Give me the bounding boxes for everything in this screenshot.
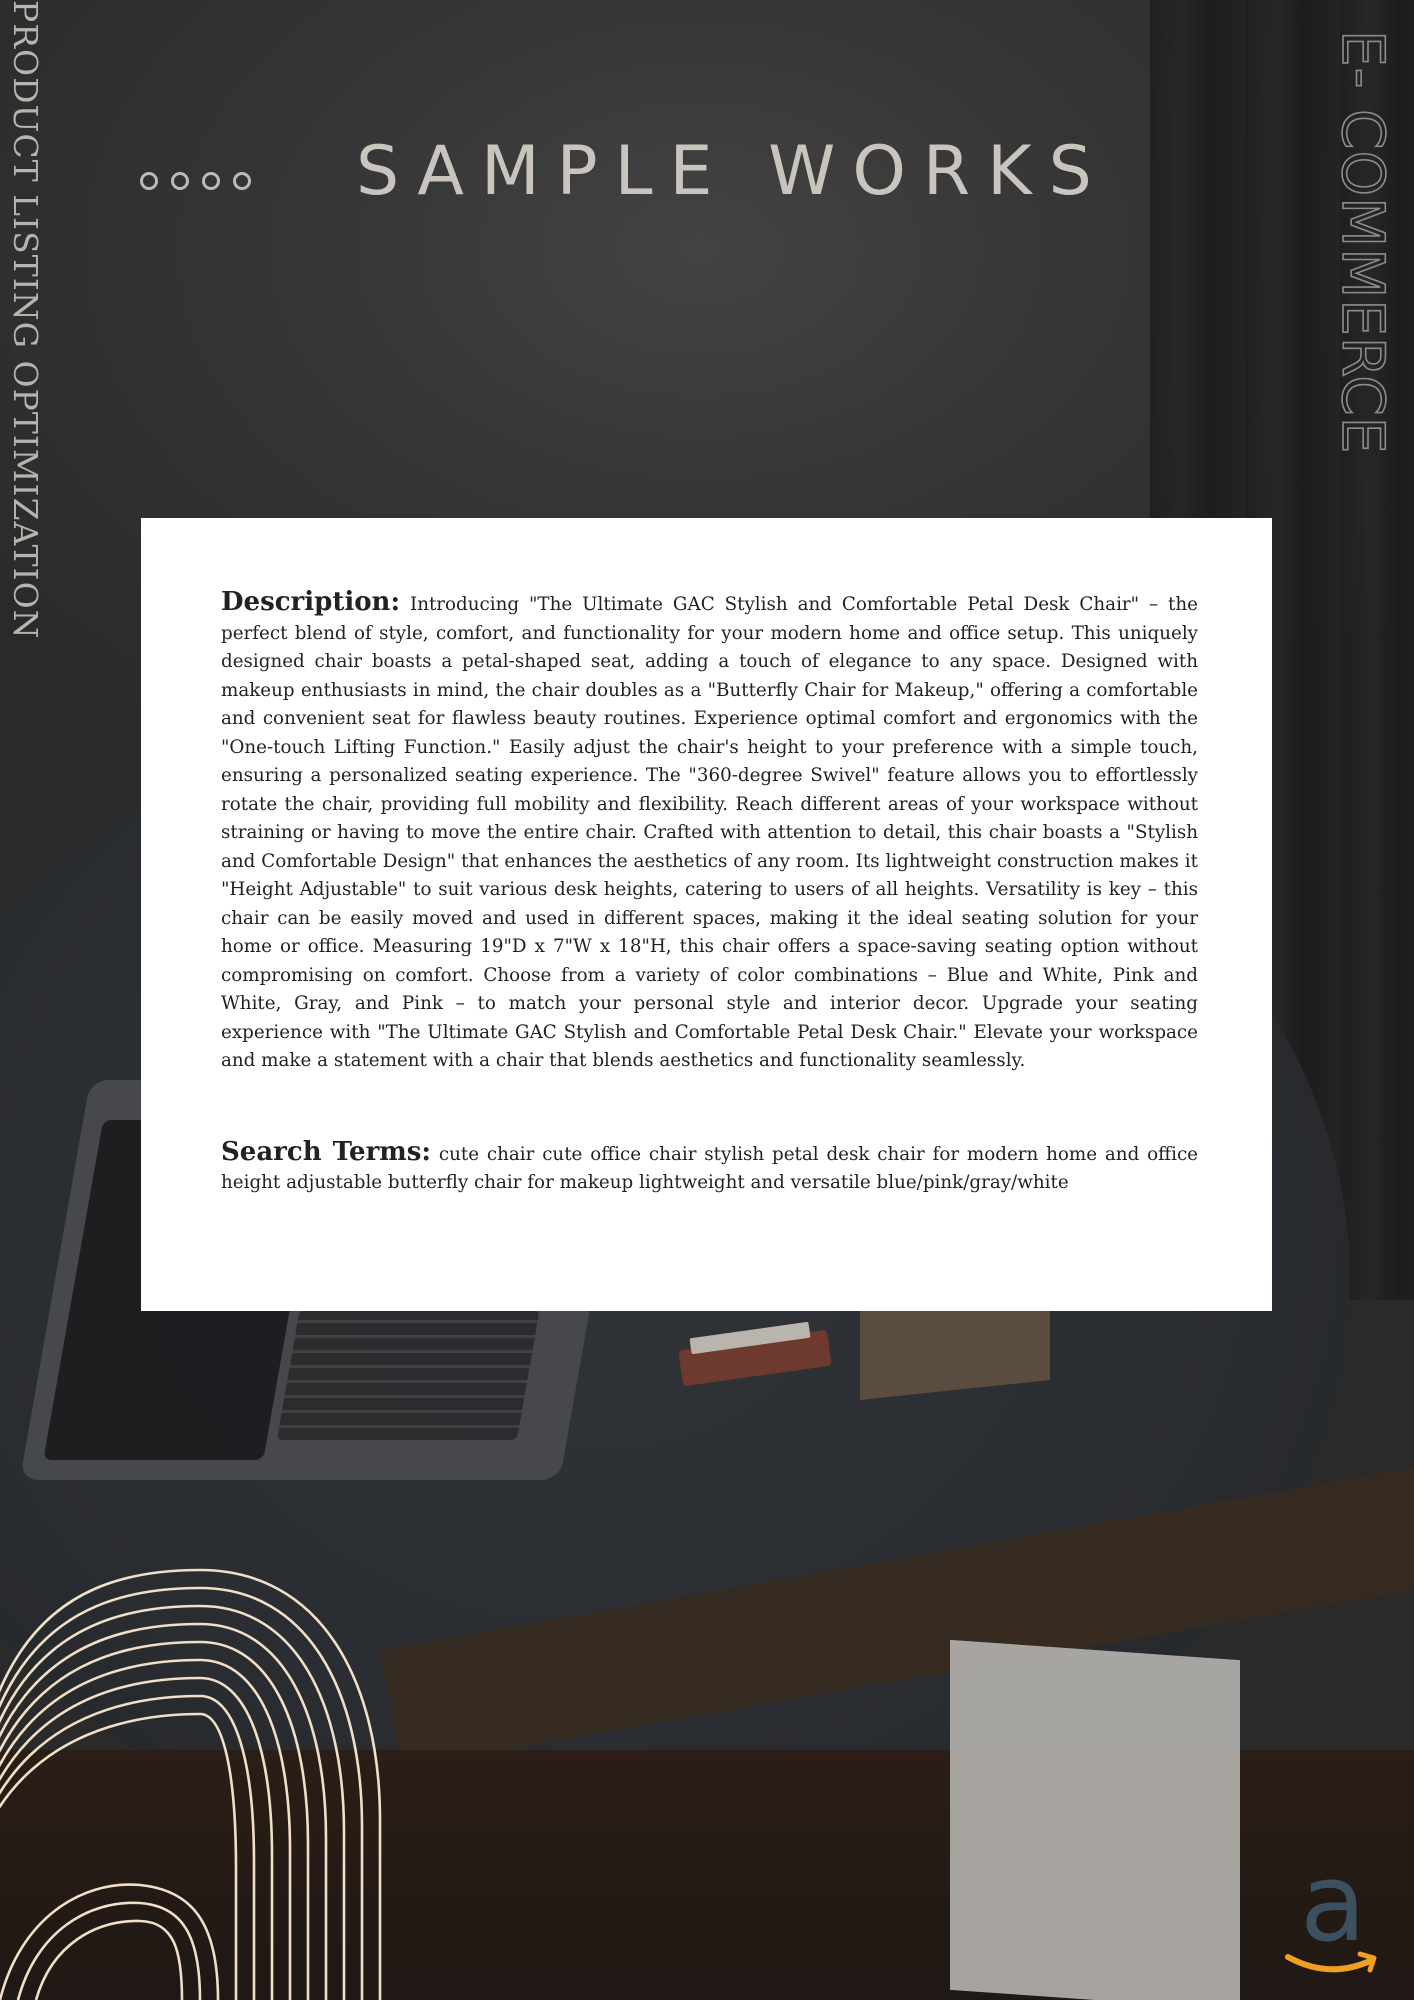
search-terms-label: Search Terms: (221, 1136, 432, 1167)
dot-icon (140, 172, 158, 190)
amazon-letter-icon: a (1300, 1841, 1367, 1966)
search-terms-text: cute chair cute office chair stylish petal desk chair for modern home and office height adjustable butterfly chair for makeup lightweight and versatile blue/pink/gray/white (221, 1143, 1199, 1193)
dot-icon (202, 172, 220, 190)
listing-document (141, 518, 1272, 1311)
dots-decoration (140, 172, 251, 190)
search-terms-paragraph (221, 1138, 1198, 1198)
laptop-keyboard (277, 1310, 540, 1440)
description-label: Description: (221, 587, 401, 617)
description-paragraph (221, 588, 1198, 1076)
side-title-right-text: E- COMMERCE (1329, 30, 1397, 455)
amazon-logo (1280, 1841, 1390, 1982)
wave-lines-decoration (0, 1540, 480, 2000)
dot-icon (171, 172, 189, 190)
side-title-left-text: PRODUCT LISTING OPTIMIZATION (6, 0, 45, 640)
dot-icon (233, 172, 251, 190)
description-text: Introducing "The Ultimate GAC Stylish and Comfortable Petal Desk Chair" – the perfect blend of style, comfort, and functionality for your modern home and office setup. This uniquely designed chair boasts a petal-shaped seat, adding a touch of elegance to any space. Designed with makeup enthusiasts in mind, the chair doubles as a "Butterfly Chair for Makeup," offering a comfortable and convenient seat for flawless beauty routines. Experience optimal comfort and ergonomics with the "One-touch Lifting Function." Easily adjust the chair's height to your preference with a simple touch, ensuring a personalized seating experience. The "360-degree Swivel" feature allows you to effortlessly rotate the chair, providing full mobility and flexibility. Reach different areas of your workspace without straining or having to move the entire chair. Crafted with attention to detail, this chair boasts a "Stylish and Comfortable Design" that enhances the aesthetics of any room. Its lightweight construction makes it "Height Adjustable" to suit various desk heights, catering to users of all heights. Versatility is key – this chair can be easily moved and used in different spaces, making it the ideal seating solution for your home or office. Measuring 19"D x 7"W x 18"H, this chair offers a space-saving seating option without compromising on comfort. Choose from a variety of color combinations – Blue and White, Pink and White, Gray, and Pink – to match your personal style and interior decor. Upgrade your seating experience with "The Ultimate GAC Stylish and Comfortable Petal Desk Chair." Elevate your workspace and make a statement with a chair that blends aesthetics and functionality seamlessly. (221, 594, 1198, 1071)
shopping-bag (950, 1640, 1240, 2000)
amazon-smile-icon (1280, 1862, 1390, 1982)
page-title: SAMPLE WORKS (356, 132, 1109, 211)
side-title-left (0, 0, 46, 730)
side-title-right (1329, 30, 1397, 590)
